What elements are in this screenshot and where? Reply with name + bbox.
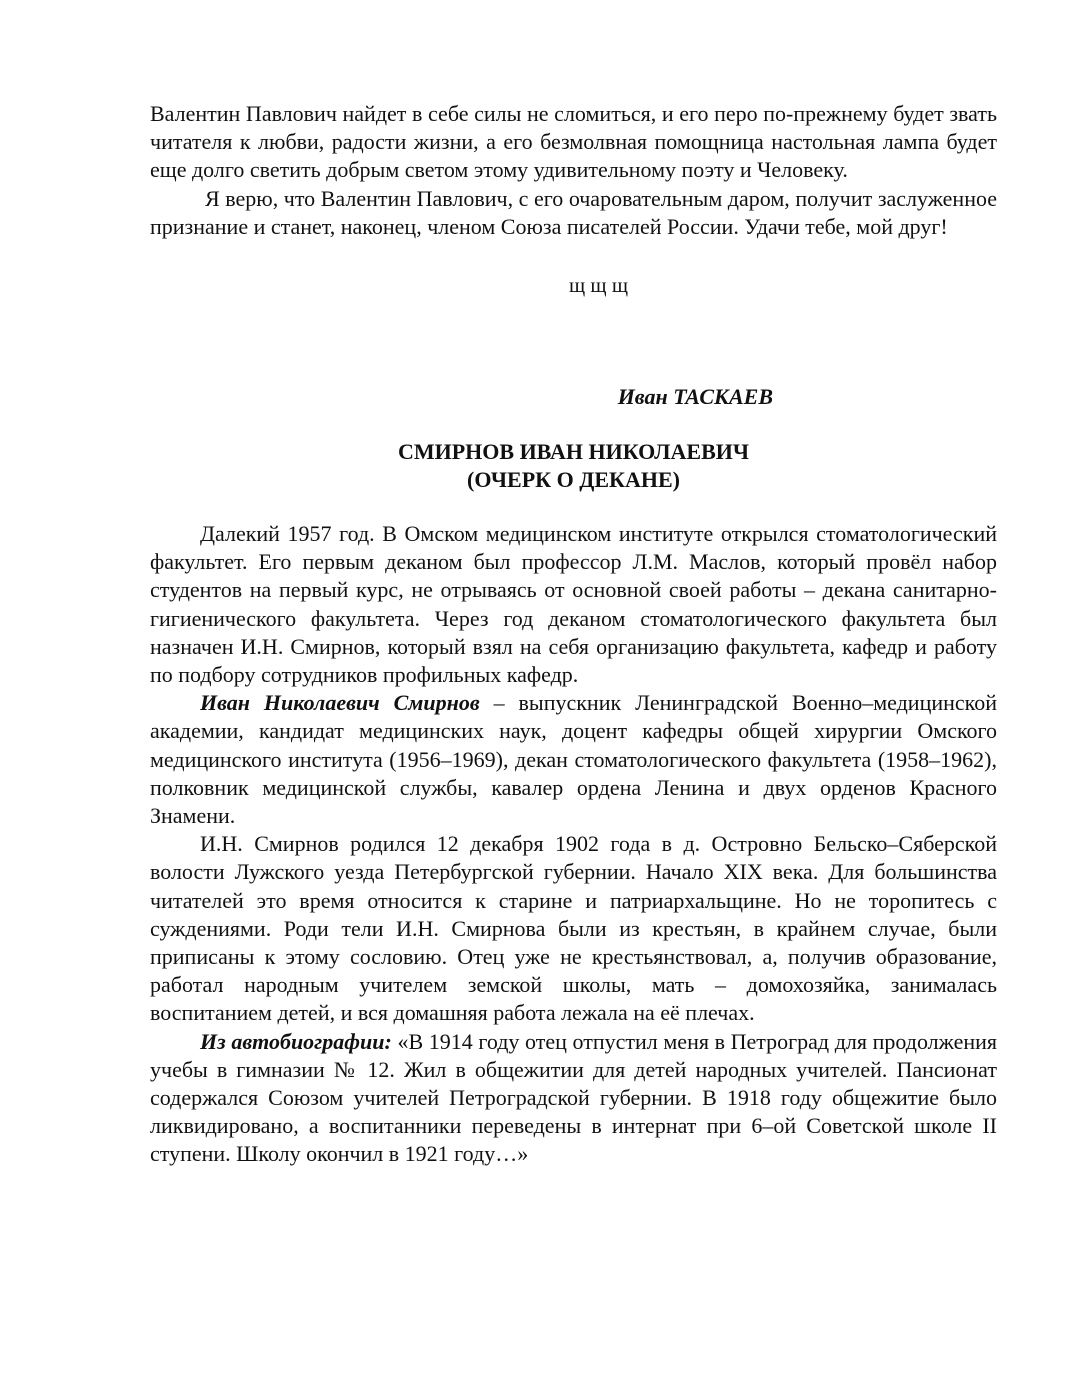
essay-title-line-1: СМИРНОВ ИВАН НИКОЛАЕВИЧ	[397, 439, 750, 465]
essay-paragraph-2-lead: Иван Николаевич Смирнов	[200, 690, 480, 716]
essay-paragraph-2-text: – выпускник Ленинградской Военно–медицинской академии, кандидат медицинских наук, доцент кафедры общей хирургии Омского медицинского института (1956–1969), декан стоматологического факультета (1958–1962), полковник медицинской службы, кавалер ордена Ленина и двух орденов Красного Знамени.	[150, 690, 998, 829]
essay-title	[150, 438, 997, 494]
essay-paragraph-4-lead: Из автобиографии:	[200, 1028, 392, 1054]
essay-paragraph-1: Далекий 1957 год. В Омском медицинском институте открылся стоматологический факультет. Его первым деканом был профессор Л.М. Маслов, который провёл набор студентов на первый курс, не отрываясь от основной своей работы – декана санитарно-гигиенического факультета. Через год деканом стоматологического факультета был назначен И.Н. Смирнов, который взял на себя организацию факультета, кафедр и работу по подбору сотрудников профильных кафедр.	[150, 521, 997, 688]
essay-body	[150, 520, 997, 1169]
document-page	[150, 100, 997, 1169]
essay-paragraph-2	[150, 689, 997, 830]
essay-paragraph-3: И.Н. Смирнов родился 12 декабря 1902 года в д. Островно Бельско–Сяберской волости Лужского уезда Петербургской губернии. Начало XIX века. Для большинства читателей это время относится к старине и патриархальщине. Но не торопитесь с суждениями. Роди тели И.Н. Смирнова были из крестьян, в крайнем случае, были приписаны к этому сословию. Отец уже не крестьянствовал, а, получив образование, работал народным учителем земской школы, мать – домохозяйка, занималась воспитанием детей, и вся домашняя работа лежала на её плечах.	[150, 831, 997, 1026]
intro-paragraph-2: Я верю, что Валентин Павлович, с его очаровательным даром, получит заслуженное признание и станет, наконец, членом Союза писателей России. Удачи тебе, мой друг!	[150, 185, 997, 239]
essay-paragraph-4	[150, 1028, 997, 1169]
section-separator: щ щ щ	[568, 273, 628, 298]
author-name: Иван ТАСКАЕВ	[617, 384, 773, 410]
essay-title-line-2: (ОЧЕРК О ДЕКАНЕ)	[467, 467, 680, 493]
essay-paragraph-4-text: «В 1914 году отец отпустил меня в Петроград для продолжения учебы в гимназии № 12. Жил в общежитии для детей народных учителей. Пансионат содержался Союзом учителей Петроградской губернии. В 1918 году общежитие было ликвидировано, а воспитанники переведены в интернат при 6–ой Советской школе II ступени. Школу окончил в 1921 году…»	[150, 1028, 998, 1167]
intro-paragraph-1: Валентин Павлович найдет в себе силы не сломиться, и его перо по-прежнему будет звать читателя к любви, радости жизни, а его безмолвная помощница настольная лампа будет еще долго светить добрым светом этому удивительному поэту и Человеку.	[150, 101, 997, 183]
